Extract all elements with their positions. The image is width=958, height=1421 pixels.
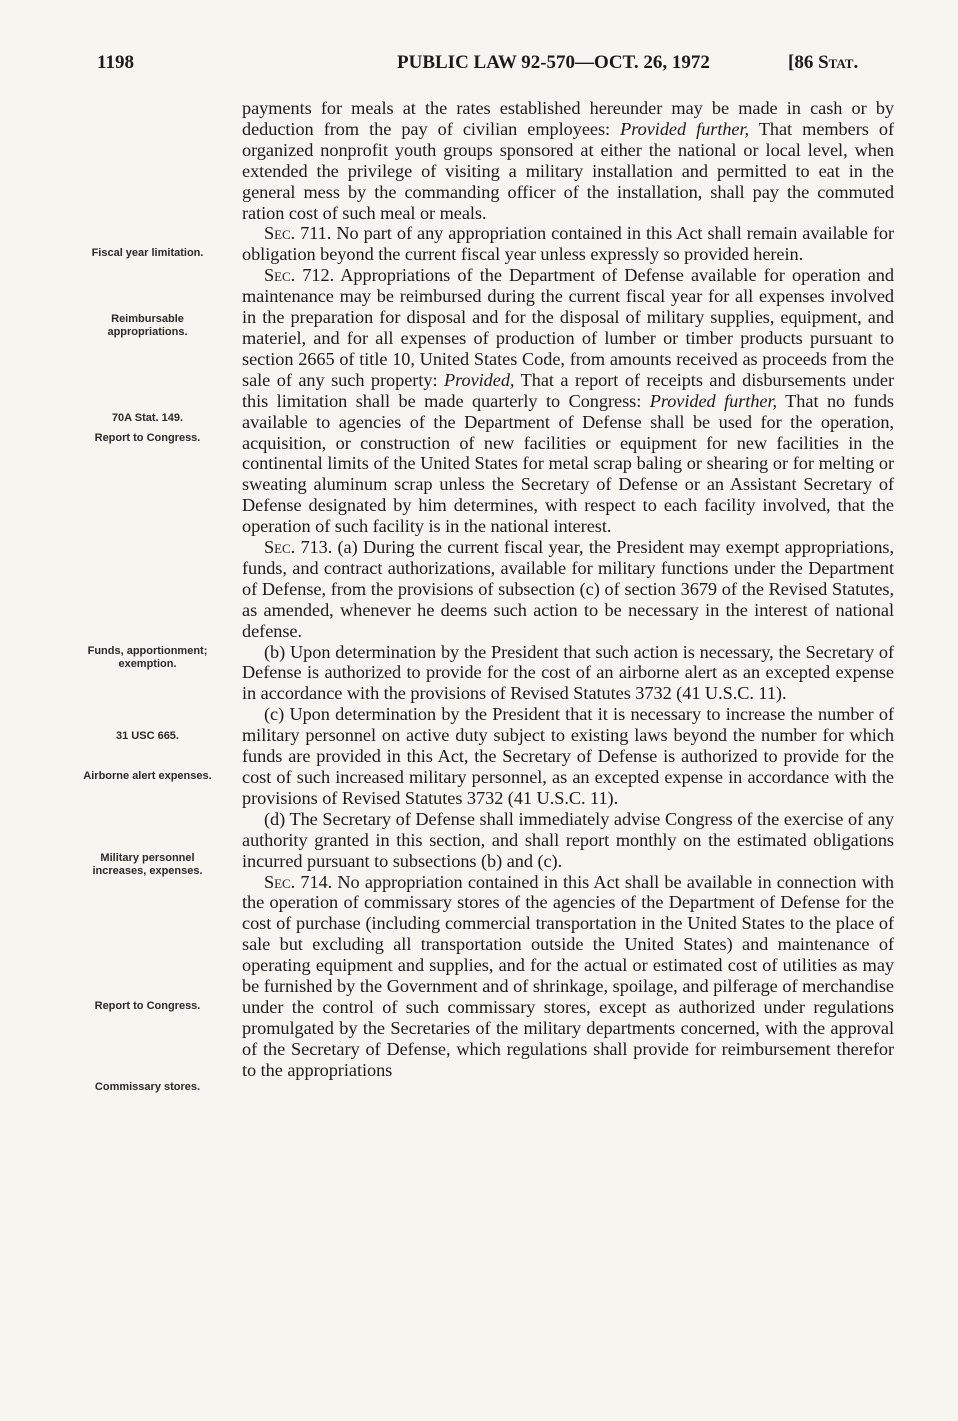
margin-note-military-personnel: Military personnel increases, expenses. — [92, 852, 203, 877]
section-text: That no funds available to agencies of the Department of Defense shall be used for the operation, acquisition, or construction of new facilities or equipment for new facilities in the continental limits of the United States for metal scrap baling or shearing or for melting or sweating aluminum scrap unless the Secretary of Defense or an Assistant Secretary of Defense designated by him determines, with respect to each facility involved, that the operation of such facility is in the national interest. — [242, 390, 894, 537]
section-text: (a) During the current fiscal year, the President may exempt appropriations, funds, and contract authorizations, available for military functions under the Department of Defense, from the provisions of subsection (c) of section 3679 of the Revised Statutes, as amended, whenever he deems such action to be necessary in the interest of national defense. — [242, 537, 894, 641]
section-714 — [242, 872, 894, 1081]
proviso: Provided, — [443, 369, 515, 390]
proviso: Provided further, — [620, 118, 750, 139]
section-label: Sec. 714. — [264, 871, 333, 892]
section-label: Sec. 711. — [264, 223, 332, 244]
margin-note-report-to-congress-2: Report to Congress. — [94, 1000, 201, 1012]
margin-note-statute-citation: 70A Stat. 149. — [111, 412, 184, 424]
margin-note-airborne-alert: Airborne alert expenses. — [83, 770, 212, 782]
section-713-c: (c) Upon determination by the President that it is necessary to increase the number of military personnel on active duty subject to existing laws beyond the number for which funds are provided in this Act, the Secretary of Defense is authorized to provide for the cost of such increased military personnel, as an excepted expense in accordance with the provisions of Revised Statutes 3732 (41 U.S.C. 11). — [242, 704, 894, 808]
text-run: That members of organized nonprofit youth groups sponsored at either the national or local level, when extended the privilege of visiting a military installation and permitted to eat in the general mess by the commanding officer of the installation, shall pay the commuted ration cost of such meal or meals. — [242, 118, 894, 223]
margin-note-usc-citation: 31 USC 665. — [116, 730, 179, 742]
statute-volume: [86 — [788, 52, 819, 73]
text-run: payments for meals at the rates established hereunder may be made in cash or by deduction from the pay of civilian employees: — [242, 98, 894, 139]
paragraph-continued — [242, 98, 894, 223]
section-text: No appropriation contained in this Act shall be available in connection with the operation of commissary stores of the agencies of the Department of Defense for the cost of purchase (including commercial transportation in the United States to the place of sale but excluding all transportation outside the United States) and maintenance of operating equipment and supplies, and for the actual or estimated cost of utilities as may be furnished by the Government and of shrinkage, spoilage, and pilferage of merchandise under the control of such commissary stores, except as authorized under regulations promulgated by the Secretaries of the military departments concerned, with the approval of the Secretary of Defense, which regulations shall provide for reimbursement therefor to the appropriations — [242, 871, 894, 1080]
margin-note-commissary-stores: Commissary stores. — [94, 1081, 201, 1093]
margin-note-funds-apportionment: Funds, apportionment; exemption. — [87, 645, 208, 670]
margin-note-reimbursable: Reimbursable appropriations. — [107, 313, 188, 338]
section-label: Sec. 713. — [264, 537, 333, 558]
body-text — [242, 98, 894, 1081]
page-header — [0, 52, 958, 82]
section-713-d: (d) The Secretary of Defense shall immediately advise Congress of the exercise of any authority granted in this section, and shall report monthly on the estimated obligations incurred pursuant to subsections (b) and (c). — [242, 808, 894, 871]
section-713-a — [242, 537, 894, 642]
margin-note-report-to-congress: Report to Congress. — [94, 432, 201, 444]
proviso: Provided further, — [649, 390, 778, 411]
section-713-b: (b) Upon determination by the President that such action is necessary, the Secretary of Defense is authorized to provide for the cost of an airborne alert as an excepted expense in accordance with the provisions of Revised Statutes 3732 (41 U.S.C. 11). — [242, 641, 894, 704]
statute-abbrev: Stat. — [818, 52, 859, 73]
section-text: No part of any appropriation contained in this Act shall remain available for obligation beyond the current fiscal year unless expressly so provided herein. — [242, 223, 894, 265]
section-label: Sec. 712. — [264, 265, 335, 286]
margin-note-fiscal-year: Fiscal year limitation. — [91, 247, 204, 259]
statute-reference — [788, 52, 858, 74]
page-number: 1198 — [97, 52, 134, 73]
section-text: That a report of receipts and disbursements under this limitation shall be made quarterly to Congress: — [242, 369, 894, 411]
section-text: Appropriations of the Department of Defense available for operation and maintenance may be reimbursed during the current fiscal year for all expenses involved in the preparation for disposal and for the disposal of military supplies, equipment, and materiel, and for all expenses of production of lumber or timber products pursuant to section 2665 of title 10, United States Code, from amounts received as proceeds from the sale of any such property: — [242, 265, 894, 390]
section-711 — [242, 223, 894, 265]
section-712 — [242, 265, 894, 537]
running-title: PUBLIC LAW 92-570—OCT. 26, 1972 — [397, 52, 710, 73]
